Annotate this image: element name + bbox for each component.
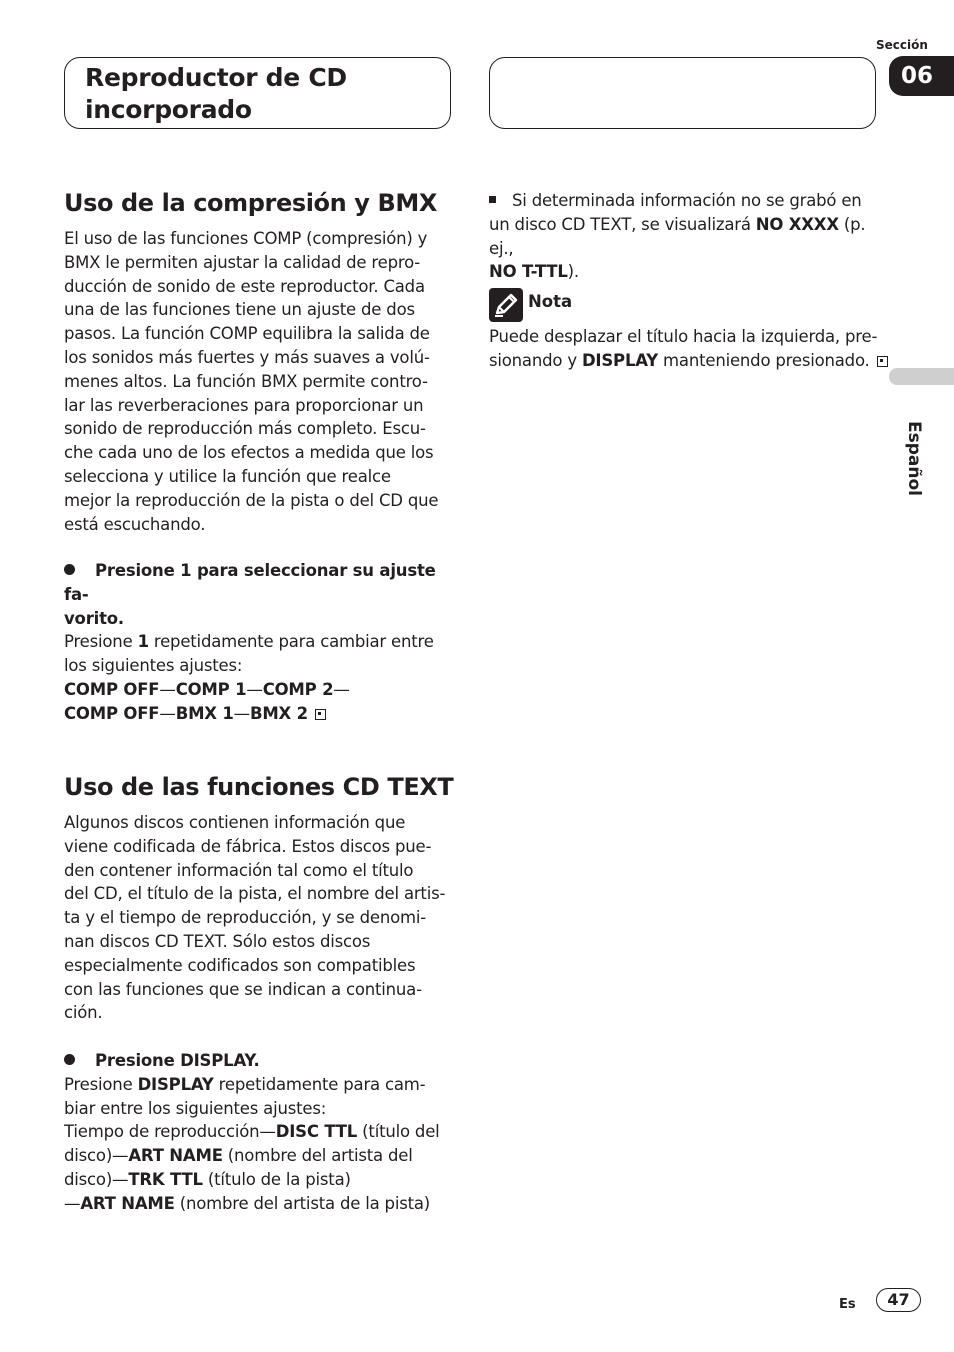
- end-mark-icon: [877, 356, 888, 367]
- section-title-line2: incorporado: [85, 95, 252, 124]
- heading-compresion-bmx: Uso de la compresión y BMX: [64, 189, 437, 217]
- step-display: Presione DISPLAY. Presione DISPLAY repetidamente para cam- biar entre los siguientes ajustes: Tiempo de reproducción—DISC TTL (título del disco)—ART NAME (nombre del artista del disco)—TRK TTL (título de la pista) —ART NAME (nombre del artista de la pista): [64, 1051, 440, 1213]
- bullet-icon: [64, 564, 75, 575]
- section-title-box: [64, 57, 451, 129]
- section-title: [85, 62, 347, 126]
- language-label: Español: [904, 421, 924, 496]
- note-label: Nota: [528, 292, 573, 311]
- paragraph-cd-text: Algunos discos contienen información que viene codificada de fábrica. Estos discos pue- den contener información tal como el título del CD, el título de la pista, el nombre del artis- ta y el tiempo de reproducción, y se denomi- nan discos CD TEXT. Sólo estos discos especialmente codificados son compatibles con las funciones que se indican a continua- ción.: [64, 813, 446, 1023]
- page-number: 47: [876, 1288, 921, 1312]
- heading-cd-text: Uso de las funciones CD TEXT: [64, 773, 454, 801]
- end-mark-icon: [315, 709, 326, 720]
- empty-header-box: [489, 57, 876, 129]
- section-number-tab: 06: [889, 56, 954, 96]
- bullet-icon: [64, 1054, 75, 1065]
- language-tab-marker: [889, 368, 954, 385]
- seccion-label: Sección: [876, 38, 928, 52]
- section-title-line1: Reproductor de CD: [85, 63, 347, 92]
- paragraph-compresion: El uso de las funciones COMP (compresión) y BMX le permiten ajustar la calidad de repro- ducción de sonido de este reproductor. Cada una de las funciones tiene un ajuste de dos pasos. La función COMP equilibra la salida de los sonidos más fuertes y más suaves a volú- menes altos. La función BMX permite contro- lar las reverberaciones para proporcionar un sonido de reproducción más completo. Escu- che cada uno de los efectos a medida que los selecciona y utilice la función que realce mejor la reproducción de la pista o del CD que está escuchando.: [64, 229, 439, 534]
- square-bullet-icon: [489, 196, 496, 203]
- cd-text-bullet: Si determinada información no se grabó en un disco CD TEXT, se visualizará NO XXXX (p. ej., NO T-TTL).: [489, 191, 866, 282]
- note-body: Puede desplazar el título hacia la izquierda, pre- sionando y DISPLAY manteniendo presionado.: [489, 325, 889, 373]
- note-pencil-icon: [489, 288, 523, 322]
- step-select-setting: Presione 1 para seleccionar su ajuste fa- vorito. Presione 1 repetidamente para cambiar entre los siguientes ajustes: COMP OFF—COMP 1—COMP 2— COMP OFF—BMX 1—BMX 2: [64, 561, 436, 723]
- language-code: Es: [839, 1297, 856, 1312]
